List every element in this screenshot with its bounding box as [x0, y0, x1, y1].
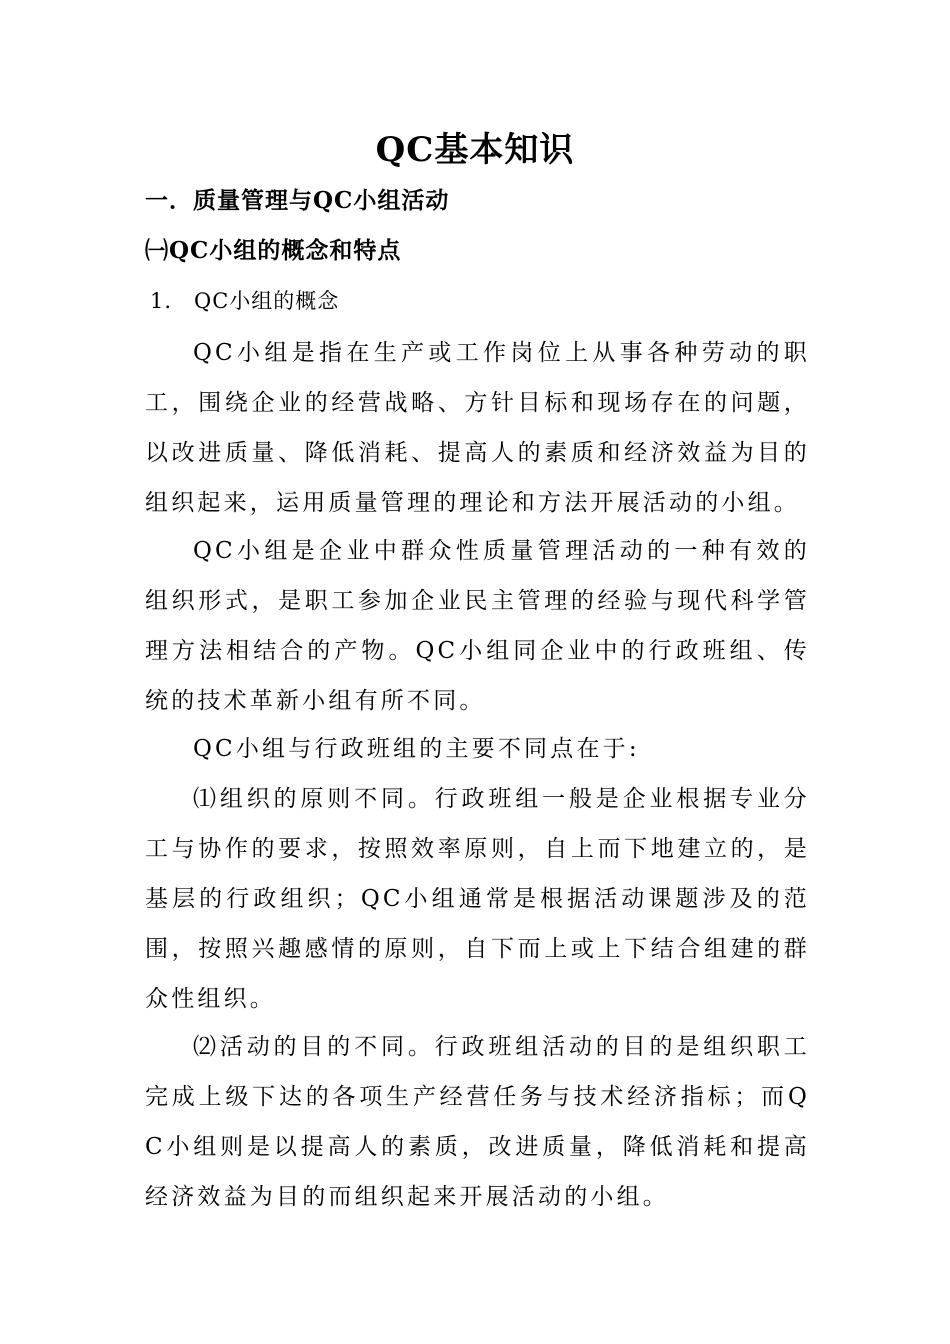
paragraph-differences-intro: QC小组与行政班组的主要不同点在于: [193, 736, 640, 762]
paragraph-definition: QC小组是指在生产或工作岗位上从事各种劳动的职工，围绕企业的经营战略、方针目标和现场存在的问题，以改进质量、降低消耗、提高人的素质和经济效益为目的组织起来，运用质量管理的理论和方法开展活动的小组。 [145, 340, 810, 516]
subsection-heading: ㈠QC小组的概念和特点 [145, 237, 402, 264]
item-heading [150, 284, 339, 318]
paragraph-difference-purpose: ⑵活动的目的不同。行政班组活动的目的是组织职工完成上级下达的各项生产经营任务与技术经济指标；而QC小组则是以提高人的素质，改进质量，降低消耗和提高经济效益为目的而组织起来开展活动的小组。 [145, 1034, 810, 1210]
section-heading: 一．质量管理与QC小组活动 [145, 187, 450, 214]
paragraph-organization-form: QC小组是企业中群众性质量管理活动的一种有效的组织形式，是职工参加企业民主管理的经验与现代科学管理方法相结合的产物。QC小组同企业中的行政班组、传统的技术革新小组有所不同。 [145, 538, 810, 714]
item-heading-text: QC小组的概念 [194, 289, 340, 313]
document-title: QC基本知识 [375, 130, 575, 170]
paragraph-difference-principle: ⑴组织的原则不同。行政班组一般是企业根据专业分工与协作的要求，按照效率原则，自上而下地建立的，是基层的行政组织；QC小组通常是根据活动课题涉及的范围，按照兴趣感情的原则，自下而上或上下结合组建的群众性组织。 [145, 786, 810, 1012]
item-number: 1. [150, 289, 173, 313]
